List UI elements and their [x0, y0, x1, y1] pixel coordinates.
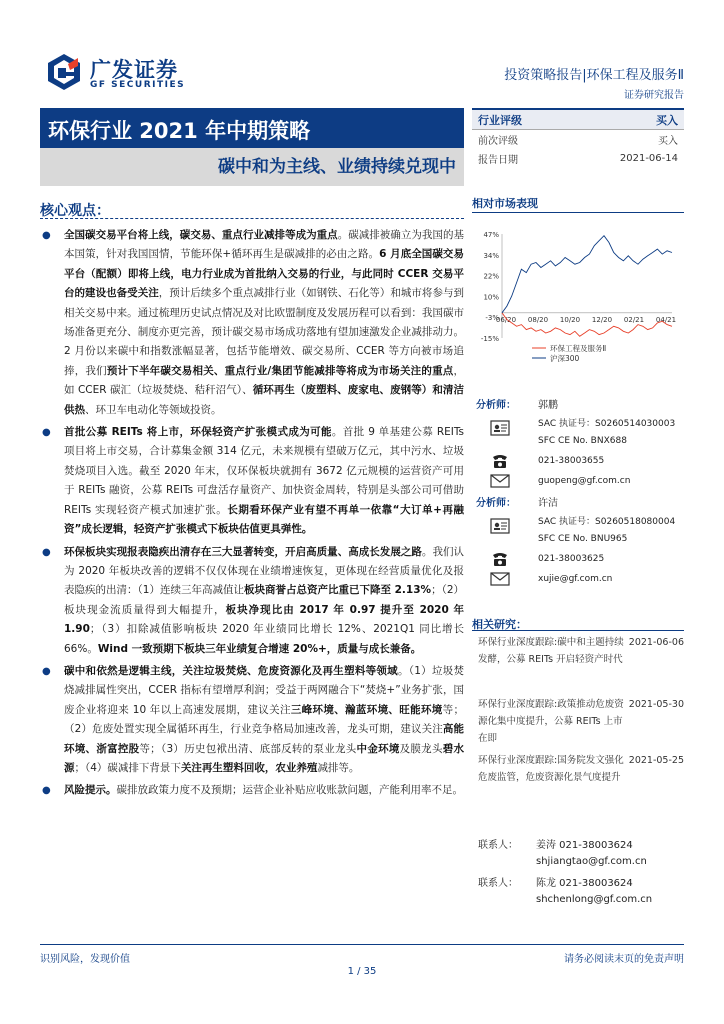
- y-tick-label: -15%: [480, 335, 499, 343]
- rating-label: 行业评级: [478, 113, 522, 127]
- body-text: 及膜龙头: [399, 742, 443, 755]
- contact-label: 联系人：: [478, 878, 518, 889]
- email-icon-svg: [490, 473, 510, 489]
- gf-logo-icon: [44, 52, 84, 92]
- body-text: ；（3）扣除减值影响板块 2020 年业绩同比增长 12%、2021Q1 同比增长 66%。: [64, 623, 464, 655]
- logo-text-cn: 广发证券: [90, 58, 178, 82]
- legend-label: 环保工程及服务Ⅱ: [550, 344, 607, 353]
- y-tick-label: 10%: [483, 293, 499, 302]
- analyst-phone: 021-38003625: [538, 554, 605, 564]
- analyst-sfc: SFC CE No. BNX688: [538, 436, 627, 446]
- body-text: ，如 CCER 碳汇（垃圾焚烧、秸秆沼气）、: [64, 364, 464, 397]
- page-subtitle: 碳中和为主线、业绩持续兑现中: [218, 157, 456, 177]
- footer-disclaimer: 请务必阅读末页的免责声明: [564, 954, 684, 965]
- page-title: 环保行业 2021 年中期策略: [40, 108, 464, 148]
- analyst-email: xujie@gf.com.cn: [538, 574, 613, 584]
- core-point: [40, 662, 464, 778]
- core-point-text: [64, 426, 464, 535]
- bullet-icon: ●: [42, 665, 51, 677]
- core-point: [40, 543, 464, 659]
- chart-divider: [472, 212, 684, 213]
- related-item-title[interactable]: 环保行业深度跟踪:碳中和主题持续发酵，公募 REITs 开启轻资产时代: [478, 637, 624, 665]
- phone-icon-svg: [490, 551, 510, 567]
- related-item-title[interactable]: 环保行业深度跟踪:政策推动危废资源化集中度提升，公募 REITs 上市在即: [478, 699, 624, 744]
- emphasis-text: 关注再生塑料回收，农业养殖: [180, 761, 318, 774]
- emphasis-text: 环保板块实现报表隐疾出清存在三大显著转变，开启高质量、高成长发展之路: [64, 545, 422, 558]
- body-text: 。（1）垃圾焚烧减排属性突出，CCER 指标有望增厚利润；受益于两网融合下“焚烧+”业务扩张，国废企业将迎来 10 年以上高速发展期，建议关注: [64, 664, 464, 716]
- analyst-label: 分析师：: [476, 400, 516, 411]
- related-item[interactable]: [478, 752, 684, 786]
- email-icon: [490, 571, 510, 587]
- core-point: [40, 226, 464, 420]
- report-date-value: 2021-06-14: [619, 153, 678, 164]
- related-divider: [472, 630, 684, 631]
- y-tick-label: 22%: [483, 272, 499, 281]
- relative-performance-chart: [472, 224, 684, 384]
- emphasis-text: 预计下半年碳交易相关、重点行业/集团节能减排等将成为市场关注的重点: [106, 364, 454, 377]
- core-view-title: 核心观点：: [40, 203, 110, 219]
- report-type: 投资策略报告|环保工程及服务Ⅱ: [504, 68, 684, 83]
- core-point-text: [64, 665, 464, 774]
- x-tick-label: 12/20: [591, 315, 613, 324]
- x-tick-label: 10/20: [559, 315, 581, 324]
- related-item-date: 2021-06-06: [628, 637, 684, 648]
- phone-icon: [490, 453, 510, 469]
- core-point-text: [64, 784, 463, 796]
- id-card-icon-svg: [490, 518, 510, 534]
- related-item-title[interactable]: 环保行业深度跟踪:国务院发文强化危废监管，危废资源化景气度提升: [478, 755, 624, 783]
- related-title: 相关研究：: [472, 618, 527, 631]
- emphasis-text: 高能环境、浙富控股: [64, 723, 465, 755]
- emphasis-text: 首批公募 REITs 将上市，环保轻资产扩张模式成为可能: [64, 426, 332, 439]
- rating-box: [472, 108, 684, 186]
- bullet-icon: ●: [42, 546, 51, 558]
- analyst-sac: SAC 执证号：S0260514030003: [538, 419, 676, 429]
- analyst-name: 郭鹏: [538, 400, 558, 411]
- footer-divider: [40, 944, 684, 945]
- emphasis-text: 风险提示。: [64, 784, 117, 797]
- rating-value: 买入: [656, 113, 678, 127]
- emphasis-text: 三峰环境、瀚蓝环境、旺能环境: [290, 703, 443, 716]
- analyst-email: guopeng@gf.com.cn: [538, 476, 631, 486]
- report-date-row: [472, 149, 684, 168]
- emphasis-text: 板块商誉占总资产比重已下降至 2.13%: [243, 584, 432, 597]
- core-point-text: [64, 229, 464, 416]
- body-text: ；（4）碳减排下背景下: [74, 761, 181, 774]
- emphasis-text: 板块净现比由 2017 年 0.97 提升至 2020 年 1.90: [64, 603, 464, 636]
- phone-icon-svg: [490, 453, 510, 469]
- body-text: 。碳减排被确立为我国的基本国策，针对我国国情，节能环保+循环再生是碳减排的必由之路。: [64, 229, 464, 261]
- contact-name-phone: 姜涛 021-38003624: [536, 840, 633, 851]
- analyst-sac: SAC 执证号：S0260518080004: [538, 517, 676, 527]
- phone-icon: [490, 551, 510, 567]
- core-point: [40, 423, 464, 539]
- series-line-2: [502, 236, 672, 313]
- body-text: ，预计后续多个重点减排行业（如钢铁、石化等）和城市将参与到相关交易中来。通过梳理历史试点情况及对比欧盟制度及发展历程可以看到：我国碳市场准备更充分、制度亦更完善，预计碳交易市场成功落地有望加速激发企业减排动力。2 月份以来碳中和指数涨幅显著，包括节能增效、碳交易所、CCER 等方向被市场追捧，我们: [64, 287, 465, 377]
- analyst-label: 分析师：: [476, 498, 516, 509]
- related-item-date: 2021-05-25: [628, 755, 684, 766]
- email-icon: [490, 473, 510, 489]
- y-tick-label: 34%: [483, 251, 499, 260]
- core-view-divider: [40, 218, 464, 219]
- core-view-body: [40, 226, 464, 804]
- emphasis-text: Wind 一致预期下板块三年业绩复合增速 20%+，质量与成长兼备。: [97, 642, 422, 655]
- body-text: ；（2）板块现金流质量得到大幅提升，: [64, 584, 464, 616]
- department: 证券研究报告: [624, 90, 684, 101]
- core-point: [40, 781, 464, 800]
- body-text: 、环卫车电动化等领域投资。: [85, 403, 222, 416]
- bullet-icon: ●: [42, 230, 51, 241]
- body-text: 减排等。: [317, 761, 360, 774]
- body-text: 。我们认为 2020 年板块改善的逻辑不仅仅体现在业绩增速恢复，更体现在经营质量优化及报表隐疾的出清：（1）连续三年高减值让: [64, 545, 465, 597]
- id-card-icon: [490, 420, 510, 436]
- emphasis-text: 6 月底全国碳交易平台（配额）即将上线，电力行业成为首批纳入交易的行业，与此同时 CCER 交易平台的建设也备受关注: [64, 248, 464, 300]
- contact-email: shchenlong@gf.com.cn: [536, 894, 653, 905]
- prev-rating-label: 前次评级: [478, 136, 518, 147]
- emphasis-text: 全国碳交易平台将上线，碳交易、重点行业减排等成为重点: [64, 229, 338, 241]
- company-logo: [44, 52, 214, 96]
- body-text: 等；（3）历史包袱出清、底部反转的泵业龙头: [139, 742, 357, 755]
- analyst-name: 许洁: [538, 498, 558, 509]
- logo-text-en: GF SECURITIES: [90, 80, 186, 90]
- emphasis-text: 长期看环保产业有望不再单一依靠“大订单+再融资”成长逻辑，轻资产扩张模式下板块估值更具弹性。: [64, 503, 464, 536]
- email-icon-svg: [490, 571, 510, 587]
- emphasis-text: 碧水源: [64, 742, 465, 774]
- emphasis-text: 中金环境: [356, 742, 400, 755]
- bullet-icon: ●: [42, 427, 51, 439]
- prev-rating-value: 买入: [658, 136, 678, 147]
- x-tick-label: 08/20: [527, 315, 549, 324]
- related-item[interactable]: [478, 696, 684, 747]
- emphasis-text: 循环再生（废塑料、废家电、废钢等）和清洁供热: [64, 384, 464, 416]
- footer-slogan: 识别风险，发现价值: [40, 954, 130, 965]
- body-text: 碳排放政策力度不及预期；运营企业补贴应收账款问题，产能利用率不足。: [116, 784, 463, 797]
- y-tick-label: 47%: [483, 231, 499, 239]
- rating-header: [472, 108, 684, 130]
- y-tick-label: -3%: [485, 314, 499, 323]
- contact-label: 联系人：: [478, 840, 518, 851]
- related-item[interactable]: [478, 634, 684, 668]
- core-point-text: [64, 546, 464, 655]
- emphasis-text: 碳中和依然是逻辑主线，关注垃圾焚烧、危废资源化及再生塑料等领域: [64, 664, 398, 677]
- page-number: 1 / 35: [347, 966, 377, 977]
- prev-rating-row: [472, 130, 684, 149]
- body-text: 。首批 9 单基建公募 REITs 项目将上市交易，合计募集金额 314 亿元，未来规模有望破万亿元，其中污水、垃圾焚烧项目入选。截至 2020 年末，仅环保板块就拥有 3672 亿元规模的运营资产可用于 REITs 融资，公募 REITs 可盘活存量资产、加快资金周转，特别是头部公司可借助 REITs 实现轻资产模式加速扩张。: [64, 426, 464, 516]
- report-date-label: 报告日期: [478, 155, 518, 166]
- x-tick-label: 06/20: [495, 315, 517, 324]
- body-text: 等；（2）危废处置实现全属循环再生，行业竞争格局加速改善，龙头可期，建议关注: [64, 703, 465, 736]
- legend-label: 沪深300: [550, 354, 580, 363]
- id-card-icon: [490, 518, 510, 534]
- bullet-icon: ●: [42, 785, 51, 797]
- related-item-date: 2021-05-30: [628, 699, 684, 710]
- contact-email: shjiangtao@gf.com.cn: [536, 856, 647, 867]
- id-card-icon-svg: [490, 420, 510, 436]
- analyst-sfc: SFC CE No. BNU965: [538, 534, 628, 544]
- x-tick-label: 04/21: [655, 315, 677, 324]
- contact-name-phone: 陈龙 021-38003624: [536, 878, 633, 889]
- analyst-phone: 021-38003655: [538, 456, 605, 466]
- x-tick-label: 02/21: [623, 315, 645, 324]
- chart-title: 相对市场表现: [472, 197, 538, 210]
